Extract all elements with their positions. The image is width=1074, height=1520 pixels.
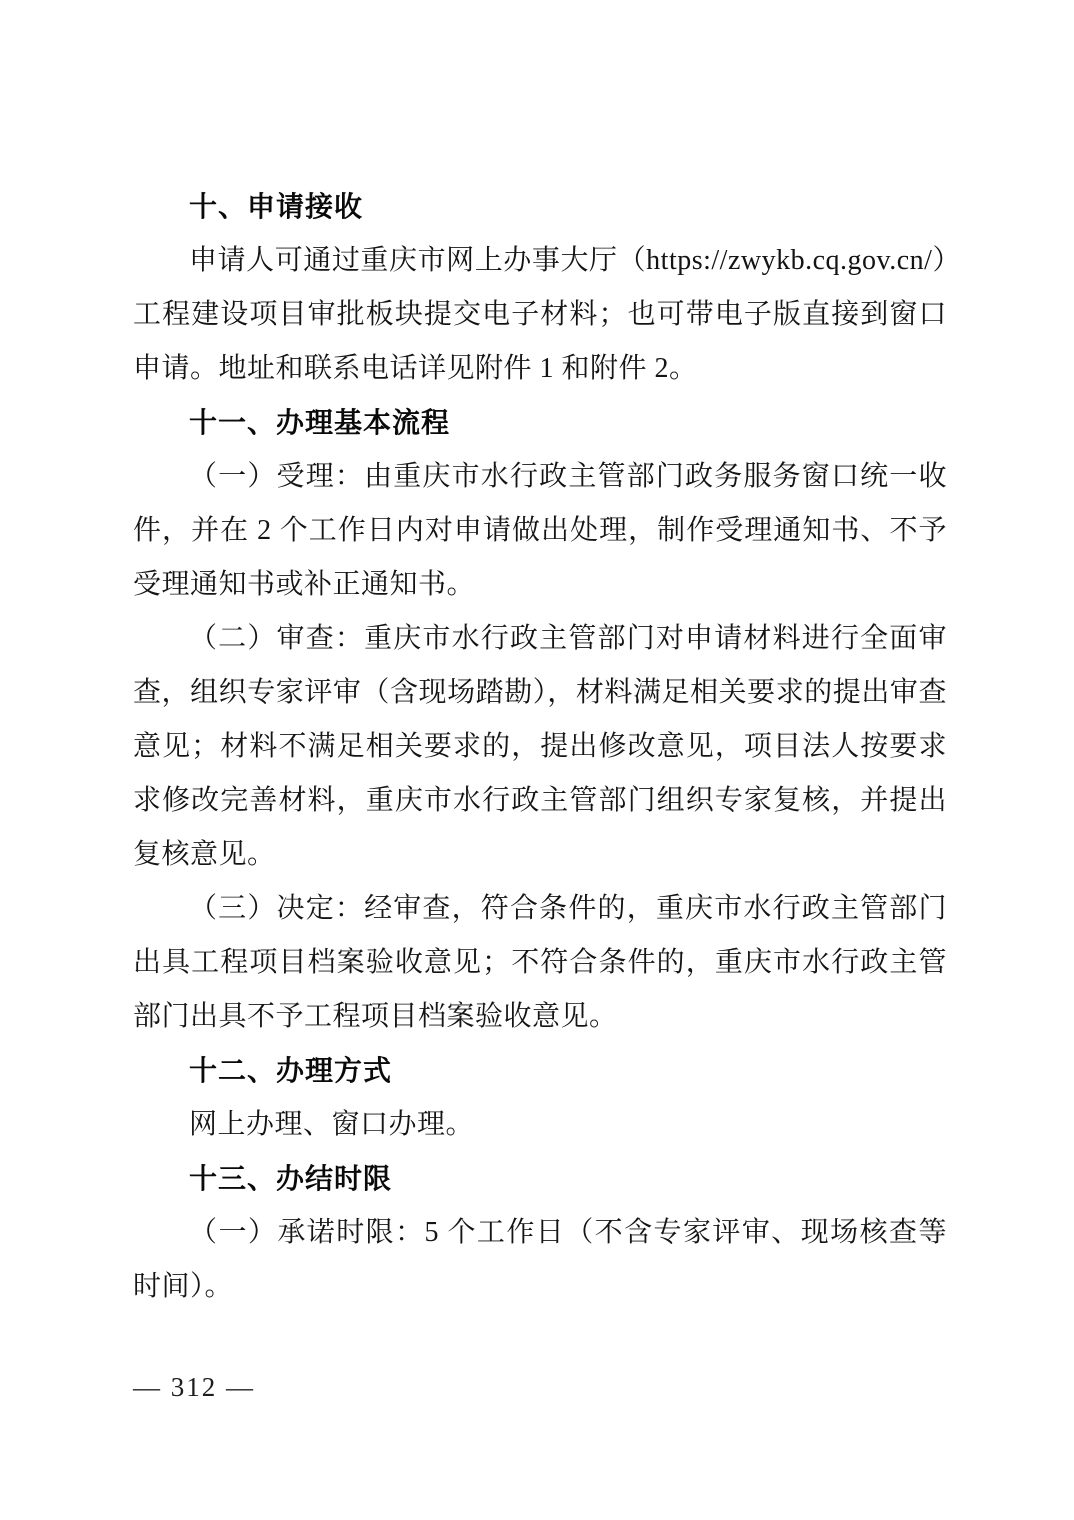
- paragraph-promised-time-limit: （一）承诺时限：5 个工作日（不含专家评审、现场核查等时间）。: [133, 1217, 947, 1302]
- document-content: [133, 180, 947, 1314]
- page-footer: [133, 1360, 255, 1414]
- paragraph-application-receipt: 申请人可通过重庆市网上办事大厅（https://zwykb.cq.gov.cn/）工程建设项目审批板块提交电子材料；也可带电子版直接到窗口申请。地址和联系电话详见附件 1 和附件 2。: [133, 245, 947, 384]
- section-heading-handling-method: 十二、办理方式: [189, 1055, 393, 1086]
- page-number: — 312 —: [133, 1372, 255, 1402]
- paragraph-process-acceptance: （一）受理：由重庆市水行政主管部门政务服务窗口统一收件，并在 2 个工作日内对申请做出处理，制作受理通知书、不予受理通知书或补正通知书。: [133, 461, 947, 600]
- section-heading-application-receipt: 十、申请接收: [189, 191, 364, 222]
- section-heading-time-limit: 十三、办结时限: [189, 1163, 393, 1194]
- section-heading-basic-process: 十一、办理基本流程: [189, 407, 451, 438]
- paragraph-process-review: （二）审查：重庆市水行政主管部门对申请材料进行全面审查，组织专家评审（含现场踏勘），材料满足相关要求的提出审查意见；材料不满足相关要求的，提出修改意见，项目法人按要求求修改完善材料，重庆市水行政主管部门组织专家复核，并提出复核意见。: [133, 623, 947, 870]
- paragraph-handling-method: 网上办理、窗口办理。: [189, 1109, 475, 1140]
- paragraph-process-decision: （三）决定：经审查，符合条件的，重庆市水行政主管部门出具工程项目档案验收意见；不符合条件的，重庆市水行政主管部门出具不予工程项目档案验收意见。: [133, 893, 947, 1032]
